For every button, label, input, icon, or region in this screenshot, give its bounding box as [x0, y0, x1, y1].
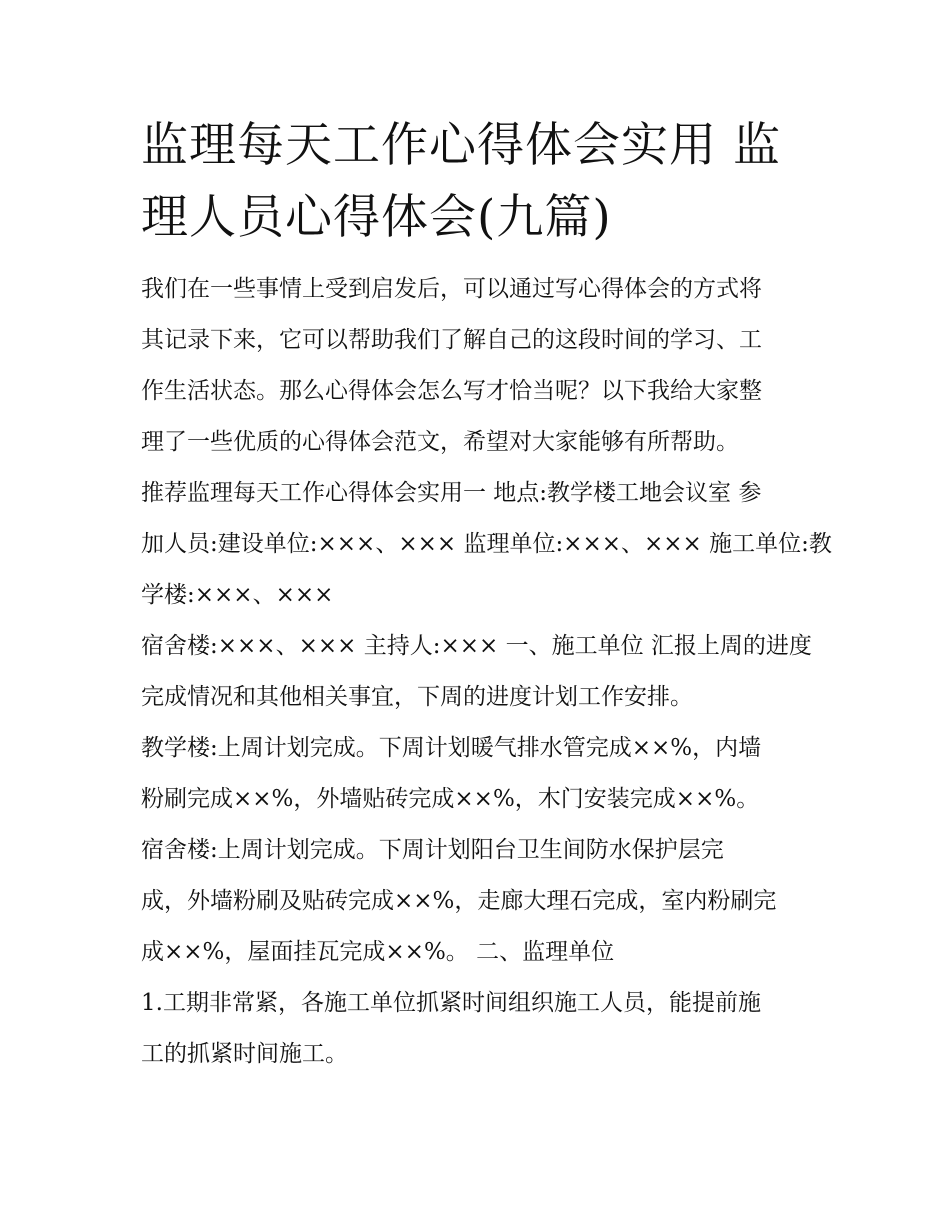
text-line: 1.工期非常紧，各施工单位抓紧时间组织施工人员，能提前施: [141, 990, 761, 1016]
text-line: 作生活状态。那么心得体会怎么写才恰当呢？以下我给大家整: [141, 378, 762, 404]
paragraph-item-1: [141, 978, 813, 1080]
text-line: 完成情况和其他相关事宜，下周的进度计划工作安排。: [141, 684, 693, 710]
paragraph-dormitory-host: [141, 621, 813, 723]
text-line: 工的抓紧时间施工。: [141, 1041, 348, 1067]
text-line: 其记录下来，它可以帮助我们了解自己的这段时间的学习、工: [141, 327, 762, 353]
text-line: 推荐监理每天工作心得体会实用一 地点:教学楼工地会议室 参: [141, 480, 762, 506]
paragraph-dormitory-building: [141, 825, 813, 978]
document-page: [141, 110, 832, 1080]
text-line: 成，外墙粉刷及贴砖完成××%，走廊大理石完成，室内粉刷完: [141, 888, 777, 914]
paragraph-meeting-info: [141, 468, 832, 621]
document-title: [141, 110, 813, 254]
text-line: 学楼:×××、×××: [141, 582, 334, 608]
paragraph-intro: [141, 264, 813, 468]
text-line: 理了一些优质的心得体会范文，希望对大家能够有所帮助。: [141, 429, 739, 455]
title-line: 理人员心得体会(九篇): [141, 190, 612, 245]
document-body: [141, 264, 832, 1080]
text-line: 教学楼:上周计划完成。下周计划暖气排水管完成××%，内墙: [141, 735, 762, 761]
text-line: 成××%，屋面挂瓦完成××%。 二、监理单位: [141, 939, 615, 965]
text-line: 粉刷完成××%，外墙贴砖完成××%，木门安装完成××%。: [141, 786, 760, 812]
title-line: 监理每天工作心得体会实用 监: [141, 118, 781, 173]
text-line: 宿舍楼:×××、××× 主持人:××× 一、施工单位 汇报上周的进度: [141, 633, 812, 659]
paragraph-teaching-building: [141, 723, 813, 825]
text-line: 加人员:建设单位:×××、××× 监理单位:×××、××× 施工单位:教: [141, 531, 832, 557]
text-line: 我们在一些事情上受到启发后，可以通过写心得体会的方式将: [141, 276, 762, 302]
text-line: 宿舍楼:上周计划完成。下周计划阳台卫生间防水保护层完: [141, 837, 724, 863]
